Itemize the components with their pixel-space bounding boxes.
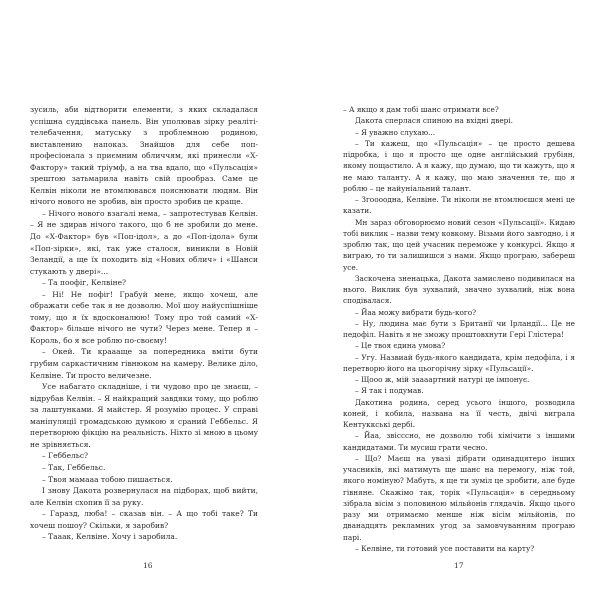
paragraph: – Щооо ж, мій заааартний натурі це імпонує.: [355, 375, 530, 384]
paragraph: – Угу. Назвиай будь-якого кандидата, крім педофіла, і я перетворю його на цьогорічну зірку «Пульсації».: [343, 352, 575, 373]
paragraph: – Гаразд, люба! – сказав він. – А що тобі таке? Ти хочеш пошоу? Скільки, я заробив?: [30, 509, 258, 530]
paragraph: – Я уважно слухаю...: [355, 127, 436, 137]
paragraph: – Нічого нового взагалі нема, – запротестував Келвін. – Я не здирав нічого такого, що б не зробили до мене. До «Х-Фактор» був «Поп-ідол», а до «Поп-ідола» були «Поп-зірки», які, так уже сталося, виникли в Новій Зеландії, а ще їх походить від «Нових облич» і «Шанси стукають у двері»...: [30, 208, 258, 276]
paragraph: Дакота сперлася спиною на вхідні двері.: [355, 116, 513, 126]
paragraph: Дакотина родина, серед усього іншого, розводила коней, і кобила, названа на її честь, двічі виграла Кентуккські дербі.: [343, 397, 575, 429]
left-page-text: [30, 104, 258, 543]
paragraph: зусиль, аби відтворити елементи, з яких складалася успішна суддівська панель. Він уполював зірку реаліті-телебачення, матуську з проблемною родиною, виставлению напоказ. Знайшов для себе поп-професіонала з приємним обличчям, які принесли «Х-Фактору» такий тріумф, а на тва вдало, що «Пульсація» зрештою затьмарила навіть свій прообраз. Саме це Келвін ніколи не втомлювався пояснювати людям. Він нічого нового не зробив, він просто зробив це краще.: [30, 105, 258, 207]
paragraph: – А якщо я дам тобі шанс отримати все?: [343, 105, 499, 114]
paragraph: Усе набагато складніше, і ти чудово про це знаєш, – відрубав Келвін. – Я найкращий завдяки тому, що роблю за лаштунками. Я майстер. Я розумію процес. У справі маніпуляції громадською думкою я сраний Геббельс. Я перетворюю фікцію на реальність. Ніхто зі мною в цьому не зрівняється.: [30, 382, 258, 449]
paragraph: – Та поофіг, Келвіне?: [42, 278, 127, 288]
right-page-text: [343, 104, 575, 554]
paragraph: Мн зараз обговорюємо новий сезон «Пульсації». Кидаю тобі виклик – назви тему ковкому. Візьми його завгодно, і я зроблю так, що цей учасник переможе у конкурсі. Якщо я виграю, то ти залишишся з нами. Якщо програю, забереш усе.: [343, 217, 575, 272]
paragraph: – Ні! Не пофіг! Грабуй мене, якщо хочеш, але ображати себе так я не дозволю. Мої шоу найуспішніше тому, що я їх вдосконалюю! Тому про той самий «Х-Фактор» більше нічого не чути? Через мене. Тепер я – Король, бо я все роблю по-своєму!: [30, 289, 258, 345]
paragraph: – Це твоя єдина умова?: [355, 341, 446, 351]
left-page-number: 16: [143, 561, 153, 570]
paragraph: – Йаа можу вибрати будь-кого?: [355, 307, 477, 317]
paragraph: – Ти кажеш, що «Пульсація» – це просто дешева підробка, і що я просто ще одне англійський грубіян, якому пощастило. А я кажу, що думаю, що ти кажуть, що я не маю таланту. А я кажу, що маю значення те, що я роблю – це найуніальний талант.: [343, 138, 575, 193]
paragraph: – Тааак, Келвіне. Хочу і заробила.: [42, 532, 178, 542]
paragraph: – Твоя мамааа тобою пишається.: [42, 474, 173, 484]
paragraph: – Йаа, звісссно, не дозволю тобі хімічити з іншими кандидатами. Ти мусиш грати чесно.: [343, 431, 575, 452]
paragraph: – Окей. Ти краааще за попередника вміти бути грубим саркастичним гівнюком на камеру. Велике діло, Келвіне. Ти просто величезне.: [30, 347, 258, 380]
right-page-number: 17: [454, 561, 464, 570]
paragraph: – Геббельс?: [42, 451, 89, 461]
paragraph: – Келвіне, ти готовий усе поставити на карту?: [355, 543, 535, 553]
paragraph: І знову Дакота розвернулася на підборах, щоб вийти, але Келвін схопив її за руку.: [30, 486, 258, 507]
paragraph: – Так, Геббельс.: [42, 462, 106, 472]
paragraph: – Ну, людина має бути з Британії чи Ірландії... Це не педофіл. Навіть я не зможу проштовхнути Гері Глістера!: [343, 318, 575, 339]
paragraph: Заскочена зненацька, Дакота замислено подивилася на нього. Виклик був зухвалий, значно зухвалий, ніж вона сподівалася.: [343, 273, 575, 306]
paragraph: – Що? Маєш на увазі дібрати одинадцятеро інших учасників, які матимуть ще шанс на перемогу, ніж той, якого номіную? Мабуть, я ще ти зуміл це зробити, але буде гівняне. Скажімо так, торік «Пульсація» в середньому зібрала вісім з половиною мільйонів глядачів. Якщо цього разу ми отримаємо менше ніж вісім мільйонів, по дванадцять рекламних угод за замовчуванням програю парі.: [343, 453, 575, 542]
paragraph: – Я так і подумав.: [355, 386, 424, 396]
paragraph: – Згоооодна, Келвіне. Ти ніколи не втомлюєшся мені це казати.: [343, 195, 575, 216]
